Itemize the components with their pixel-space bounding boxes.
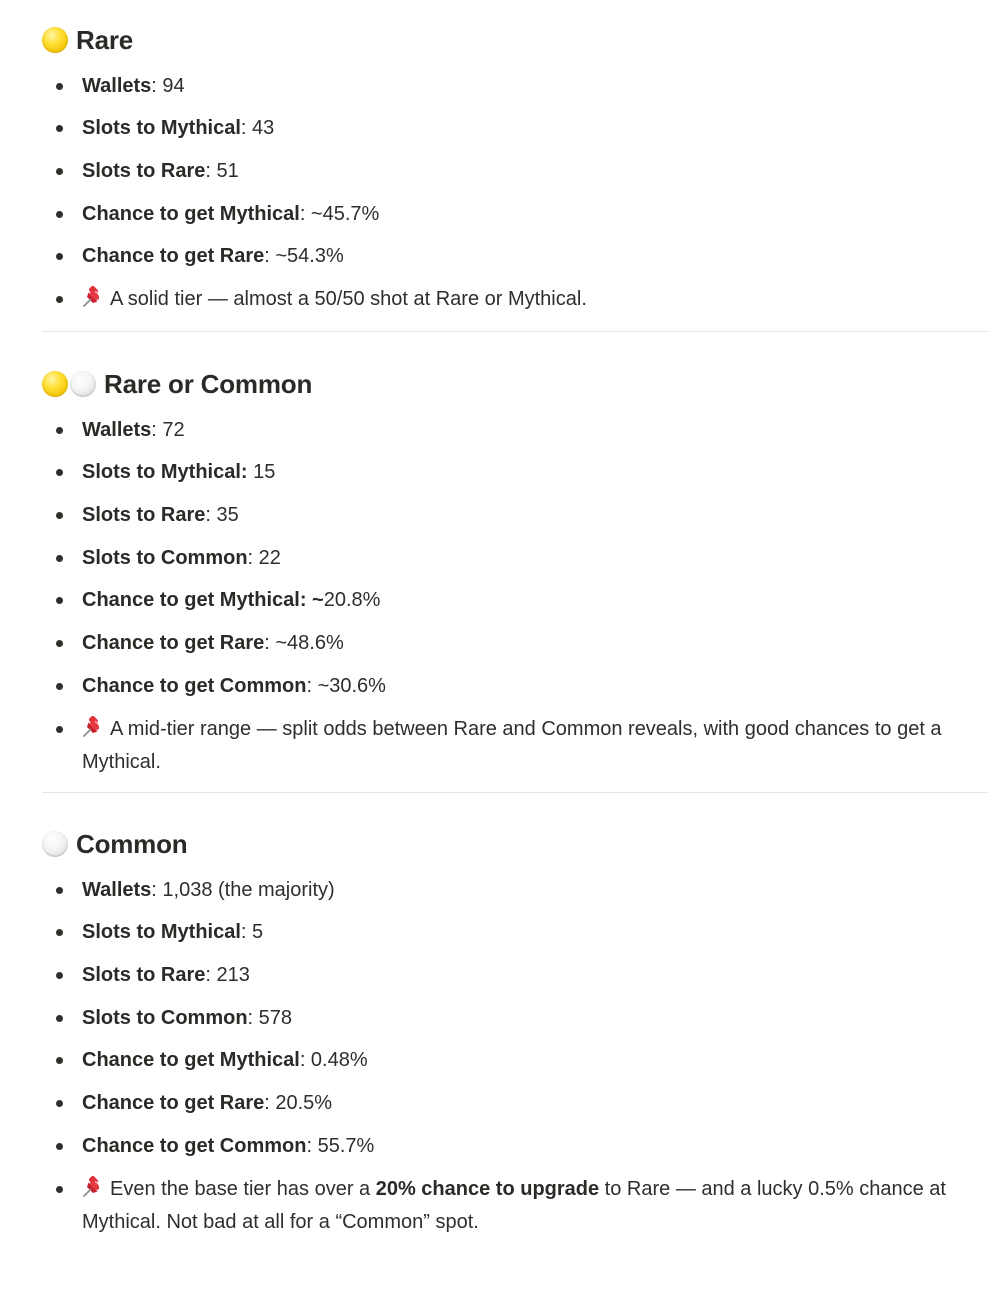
section-heading-rare: [42, 20, 988, 60]
rare-stats-list: [42, 70, 988, 316]
common-stats-list: [42, 874, 988, 1239]
item-label: Slots to Mythical: [82, 117, 241, 140]
list-item: [42, 414, 988, 447]
section-rare-or-common: [42, 364, 988, 779]
section-rare: [42, 20, 988, 316]
pushpin-icon: [82, 716, 104, 738]
item-value: 15: [247, 461, 276, 484]
item-value: : 5: [240, 921, 264, 944]
note-text-pre: Even the base tier has over a: [110, 1177, 376, 1200]
list-item: [42, 1044, 988, 1077]
yellow-circle-icon: [42, 27, 68, 53]
item-value: : ~48.6%: [264, 632, 344, 655]
item-label: Wallets: [82, 74, 152, 97]
item-value: : 72: [151, 418, 185, 441]
heading-title: Rare: [76, 24, 134, 55]
list-item: [42, 112, 988, 145]
list-item: [42, 240, 988, 273]
rare-or-common-stats-list: [42, 414, 988, 779]
list-item: [42, 70, 988, 103]
yellow-circle-icon: [42, 371, 68, 397]
note-text-post: to Rare — and a lucky 0.5% chance at Mythical. Not bad at all for a “Common” spot.: [82, 1177, 946, 1233]
item-label: Slots to Common: [82, 546, 248, 569]
item-label: Slots to Common: [82, 1006, 248, 1029]
section-heading-rare-or-common: [42, 364, 988, 404]
list-item: [42, 1002, 988, 1035]
item-label: Chance to get Mythical: [82, 202, 300, 225]
list-item: [42, 670, 988, 703]
item-value: : 578: [247, 1006, 293, 1029]
list-item: [42, 499, 988, 532]
item-value: 20.8%: [323, 589, 381, 612]
item-label: Chance to get Mythical: [82, 1049, 300, 1072]
item-value: : 1,038 (the majority): [151, 878, 335, 901]
item-label: Wallets: [82, 878, 152, 901]
item-label: Chance to get Rare: [82, 1092, 265, 1115]
section-divider: [42, 792, 988, 793]
section-divider: [42, 331, 988, 332]
note-text: A solid tier — almost a 50/50 shot at Rare or Mythical.: [110, 288, 587, 311]
item-label: Chance to get Rare: [82, 632, 265, 655]
item-value: : 213: [205, 964, 250, 987]
pushpin-icon: [82, 1176, 104, 1198]
item-label: Chance to get Common: [82, 1134, 307, 1157]
item-value: : 94: [151, 74, 185, 97]
item-value: : 35: [205, 504, 239, 527]
item-value: : 0.48%: [299, 1049, 368, 1072]
list-item: [42, 542, 988, 575]
item-label: Slots to Mythical:: [82, 461, 248, 484]
white-circle-icon: [42, 831, 68, 857]
item-label: Chance to get Common: [82, 674, 307, 697]
item-value: : ~45.7%: [299, 202, 380, 225]
list-item-note: [42, 713, 988, 779]
white-circle-icon: [70, 371, 96, 397]
note-text-bold: 20% chance to upgrade: [375, 1177, 600, 1200]
heading-title: Common: [76, 828, 188, 859]
item-value: : 43: [240, 117, 275, 140]
item-label: Slots to Rare: [82, 504, 206, 527]
list-item: [42, 584, 988, 617]
pushpin-icon: [82, 286, 104, 308]
item-label: Slots to Rare: [82, 160, 206, 183]
item-label: Wallets: [82, 418, 152, 441]
list-item-note: [42, 1173, 988, 1239]
list-item: [42, 1130, 988, 1163]
item-value: : 51: [205, 160, 239, 183]
item-value: : 22: [247, 546, 281, 569]
item-value: : 55.7%: [306, 1134, 375, 1157]
item-label: Slots to Mythical: [82, 921, 241, 944]
item-value: : 20.5%: [264, 1092, 333, 1115]
section-common: [42, 824, 988, 1239]
list-item: [42, 155, 988, 188]
list-item: [42, 1087, 988, 1120]
note-text: A mid-tier range — split odds between Rare and Common reveals, with good chances to get a Mythical.: [82, 717, 942, 773]
item-label: Chance to get Rare: [82, 245, 265, 268]
list-item: [42, 916, 988, 949]
item-value: : ~30.6%: [306, 674, 386, 697]
list-item: [42, 198, 988, 231]
item-label: Slots to Rare: [82, 964, 206, 987]
section-heading-common: [42, 824, 988, 864]
list-item-note: [42, 283, 988, 316]
item-value: : ~54.3%: [264, 245, 344, 268]
list-item: [42, 456, 988, 489]
item-label: Chance to get Mythical: ~: [82, 589, 324, 612]
heading-title: Rare or Common: [104, 368, 313, 399]
list-item: [42, 874, 988, 907]
list-item: [42, 627, 988, 660]
list-item: [42, 959, 988, 992]
